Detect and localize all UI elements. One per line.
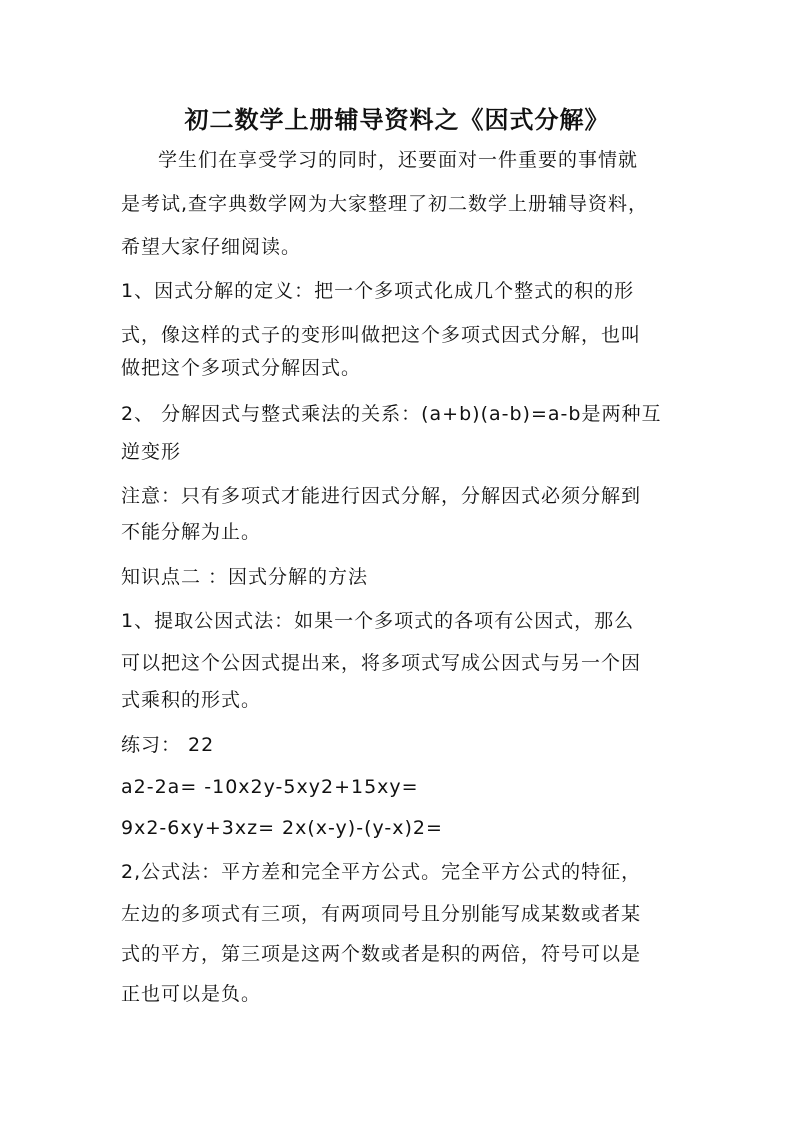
paragraph-line: 式乘积的形式。: [121, 689, 262, 711]
paragraph-line: 2,公式法：平方差和完全平方公式。完全平方公式的特征，: [121, 861, 642, 883]
paragraph-line: 正也可以是负。: [121, 983, 262, 1005]
paragraph-line: 不能分解为止。: [121, 521, 262, 543]
paragraph-line: 做把这个多项式分解因式。: [121, 357, 362, 379]
paragraph-line: 希望大家仔细阅读。: [121, 236, 302, 258]
paragraph-line: 式的平方，第三项是这两个数或者是积的两倍，符号可以是: [121, 943, 642, 965]
paragraph-line: 逆变形: [121, 441, 182, 463]
exercise-line: a2-2a= -10x2y-5xy2+15xy=: [121, 776, 419, 798]
paragraph-line: 学生们在享受学习的同时，还要面对一件重要的事情就: [158, 149, 639, 171]
paragraph-line: 左边的多项式有三项，有两项同号且分别能写成某数或者某: [121, 903, 642, 925]
document-title: 初二数学上册辅导资料之《因式分解》: [184, 105, 610, 134]
paragraph-line: 式，像这样的式子的变形叫做把这个多项式因式分解，也叫: [121, 324, 642, 346]
paragraph-line: 1、因式分解的定义：把一个多项式化成几个整式的积的形: [121, 280, 635, 302]
paragraph-line: 注意：只有多项式才能进行因式分解，分解因式必须分解到: [121, 485, 642, 507]
exercise-line: 9x2-6xy+3xz= 2x(x-y)-(y-x)2=: [121, 817, 443, 839]
exercise-label: 练习： 22: [121, 734, 215, 756]
paragraph-line: 2、 分解因式与整式乘法的关系：(a+b)(a-b)=a-b是两种互: [121, 403, 662, 425]
section-heading: 知识点二 ：因式分解的方法: [121, 566, 369, 588]
paragraph-line: 可以把这个公因式提出来，将多项式写成公因式与另一个因: [121, 652, 642, 674]
paragraph-line: 1、提取公因式法：如果一个多项式的各项有公因式，那么: [121, 610, 635, 632]
paragraph-line: 是考试,查字典数学网为大家整理了初二数学上册辅导资料，: [121, 193, 649, 215]
